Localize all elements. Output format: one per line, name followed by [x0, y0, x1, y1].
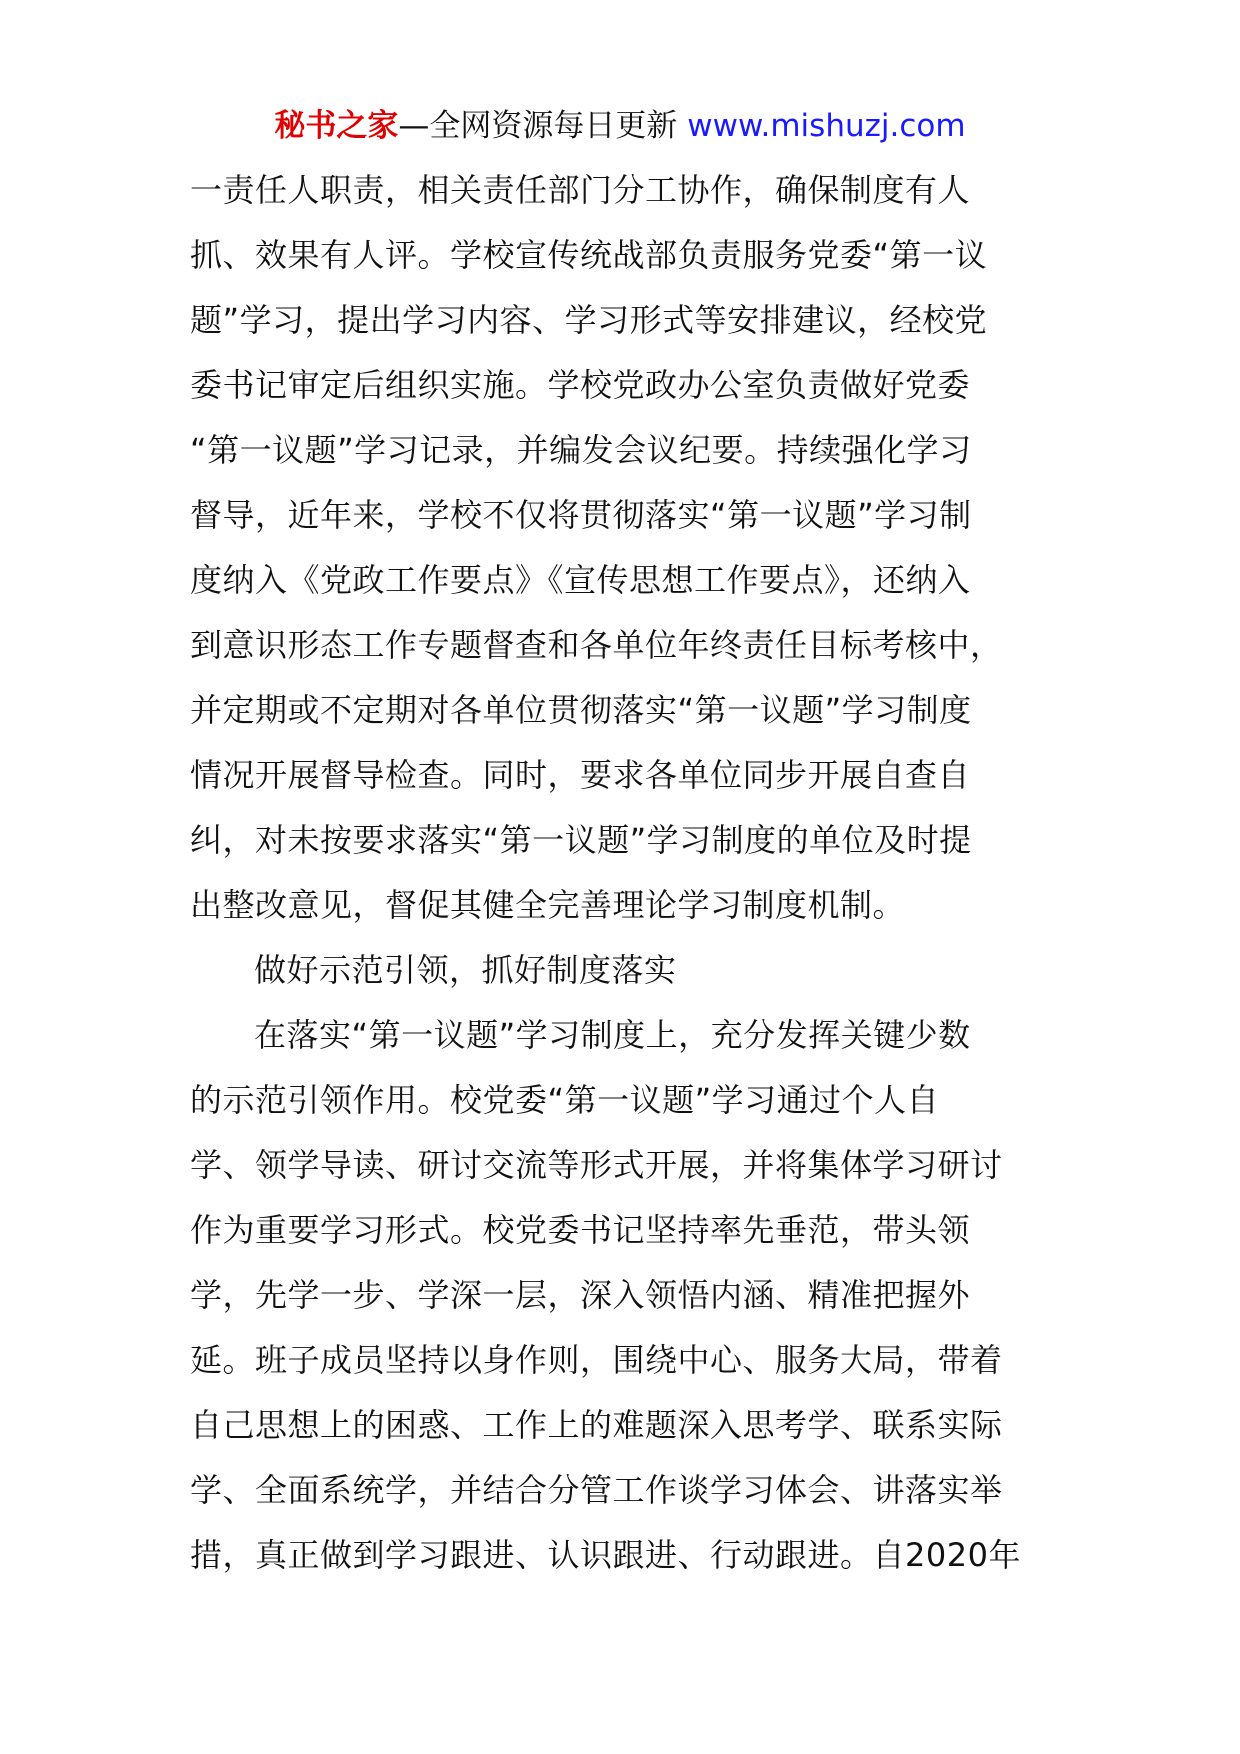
body-line: 一责任人职责，相关责任部门分工协作，确保制度有人: [190, 171, 971, 209]
document-body: [190, 158, 1050, 1588]
paragraph-line: 学、领学导读、研讨交流等形式开展，并将集体学习研讨: [190, 1146, 1003, 1184]
body-line: 并定期或不定期对各单位贯彻落实“第一议题”学习制度: [190, 691, 972, 729]
body-line: 纠，对未按要求落实“第一议题”学习制度的单位及时提: [190, 821, 972, 859]
paragraph-line: 延。班子成员坚持以身作则，围绕中心、服务大局，带着: [190, 1341, 1003, 1379]
header-tagline: —全网资源每日更新: [398, 108, 688, 144]
paragraph-line: 的示范引领作用。校党委“第一议题”学习通过个人自: [190, 1081, 940, 1119]
body-line: 出整改意见，督促其健全完善理论学习制度机制。: [190, 886, 906, 924]
body-line: 督导，近年来，学校不仅将贯彻落实“第一议题”学习制: [190, 496, 972, 534]
paragraph-line: 措，真正做到学习跟进、认识跟进、行动跟进。自2020年: [190, 1536, 1021, 1574]
body-line: 情况开展督导检查。同时，要求各单位同步开展自查自: [190, 756, 971, 794]
paragraph-line: 作为重要学习形式。校党委书记坚持率先垂范，带头领: [190, 1211, 971, 1249]
body-line: 度纳入《党政工作要点》《宣传思想工作要点》，还纳入: [190, 561, 971, 599]
body-line: 题”学习，提出学习内容、学习形式等安排建议，经校党: [190, 301, 988, 339]
site-url-link[interactable]: www.mishuzj.com: [687, 108, 966, 144]
paragraph-line: 自己思想上的困惑、工作上的难题深入思考学、联系实际: [190, 1406, 1003, 1444]
site-header: [0, 104, 1240, 148]
paragraph-line: 学、全面系统学，并结合分管工作谈学习体会、讲落实举: [190, 1471, 1003, 1509]
section-heading: 做好示范引领，抓好制度落实: [254, 951, 677, 989]
brand-name: 秘书之家: [274, 108, 399, 144]
body-line: 到意识形态工作专题督查和各单位年终责任目标考核中，: [190, 626, 1003, 664]
body-line: “第一议题”学习记录，并编发会议纪要。持续强化学习: [190, 431, 972, 469]
paragraph-line: 在落实“第一议题”学习制度上，充分发挥关键少数: [254, 1016, 971, 1054]
body-line: 委书记审定后组织实施。学校党政办公室负责做好党委: [190, 366, 971, 404]
paragraph-line: 学，先学一步、学深一层，深入领悟内涵、精准把握外: [190, 1276, 971, 1314]
body-line: 抓、效果有人评。学校宣传统战部负责服务党委“第一议: [190, 236, 988, 274]
